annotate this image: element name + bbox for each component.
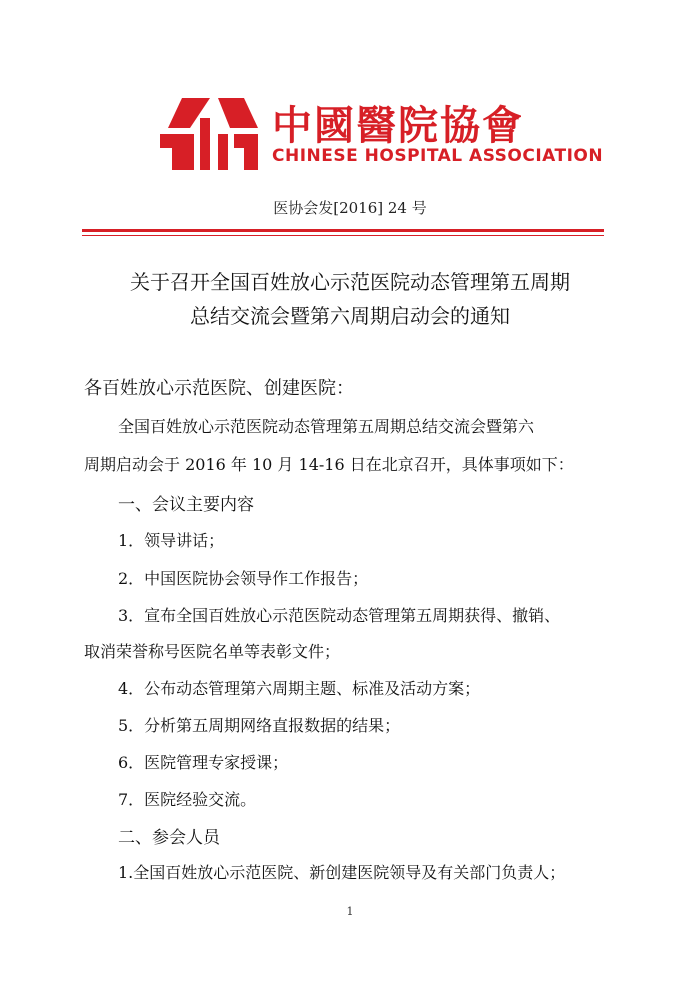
association-emblem-icon [160,98,258,170]
document-number: 医协会发[2016] 24 号 [273,199,427,217]
list-item: 7．医院经验交流。 [118,790,257,809]
letterhead [0,0,700,240]
page-number: 1 [346,905,354,918]
list-item: 2．中国医院协会领导作工作报告； [118,569,369,588]
salutation: 各百姓放心示范医院、创建医院： [84,378,354,399]
list-item: 取消荣誉称号医院名单等表彰文件； [84,642,341,661]
header-rule-thin [82,235,604,236]
list-item: 6．医院管理专家授课； [118,753,289,772]
list-item: 4．公布动态管理第六周期主题、标准及活动方案； [118,679,481,698]
intro-line-2: 周期启动会于 2016 年 10 月 14-16 日在北京召开，具体事项如下： [84,455,574,474]
list-item: 1.全国百姓放心示范医院、新创建医院领导及有关部门负责人； [118,863,566,882]
section-1-heading: 一、会议主要内容 [118,495,254,515]
title-line-1: 关于召开全国百姓放心示范医院动态管理第五周期 [130,270,570,294]
association-logo [160,98,604,172]
document-title [0,265,700,333]
logo-english-name: CHINESE HOSPITAL ASSOCIATION [272,146,604,166]
list-item: 1．领导讲话； [118,531,225,550]
list-item: 5．分析第五周期网络直报数据的结果； [118,716,401,735]
logo-chinese-name: 中國醫院協會 [272,102,524,149]
header-rule-thick [82,229,604,232]
intro-line-1: 全国百姓放心示范医院动态管理第五周期总结交流会暨第六 [118,417,535,436]
section-2-heading: 二、参会人员 [118,828,220,848]
title-line-2: 总结交流会暨第六周期启动会的通知 [190,304,510,328]
list-item: 3．宣布全国百姓放心示范医院动态管理第五周期获得、撤销、 [118,606,561,625]
